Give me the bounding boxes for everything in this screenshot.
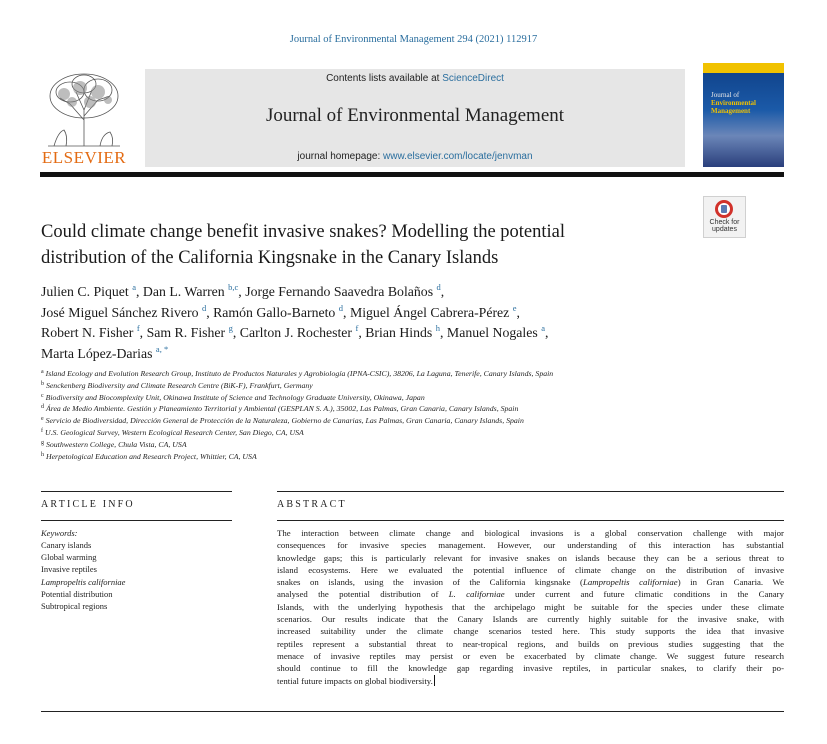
abstract-fragment: ) in Gran Canaria. We — [677, 577, 784, 588]
author-list — [41, 282, 701, 364]
contents-prefix: Contents lists available at — [326, 73, 443, 84]
author-name: Carlton J. Rochester — [239, 325, 353, 340]
author-affiliation-link[interactable]: a — [541, 323, 545, 333]
abstract-rule — [277, 520, 784, 521]
abstract-fragment: tential future impacts on global biodiversity. — [277, 675, 433, 686]
header-rule — [40, 172, 784, 177]
author-name: Julien C. Piquet — [41, 284, 129, 299]
abstract-fragment: analysed the potential distribution of — [277, 589, 449, 600]
abstract-line — [277, 625, 784, 637]
title-line-1: Could climate change benefit invasive snakes? Modelling the potential — [41, 222, 566, 242]
abstract-line — [277, 527, 784, 539]
contents-line — [145, 73, 685, 84]
author-name: Robert N. Fisher — [41, 325, 134, 340]
abstract-fragment: reptiles represent a substantial threat to near-tropical regions, and builds on previous studies suggesting that the — [277, 638, 784, 649]
abstract-fragment: under current and future climatic conditions in the Canary — [504, 589, 784, 600]
check-updates-text — [704, 219, 745, 233]
author-affiliation-link[interactable]: h — [435, 323, 441, 333]
author-affiliation-link[interactable]: b,c — [228, 282, 239, 292]
affiliation-item: $^b$ Senckenberg Biodiversity and Climate Research Centre (BiK-F), Frankfurt, Germany — [41, 380, 313, 390]
affiliation-item: $^a$ Island Ecology and Evolution Research Group, Instituto de Productos Naturales y Agrobiología (IPNA-CSIC), 38206, La Laguna, Tenerife, Canary Islands, Spain — [41, 369, 554, 378]
abstract-species-name: Lampropeltis californiae — [582, 577, 678, 588]
cover-band — [703, 63, 784, 73]
abstract-line — [277, 662, 784, 674]
keyword-list — [41, 539, 125, 612]
affiliation-item: $^d$ Área de Medio Ambiente. Gestión y Planeamiento Territorial y Ambiental (GESPLAN S. A.), 35002, Las Palmas, Gran Canaria, Canary Islands, Spain — [41, 404, 519, 414]
author-affiliation-link[interactable]: d — [338, 302, 344, 313]
abstract-line — [277, 552, 784, 564]
abstract-line — [277, 675, 784, 687]
keyword-item: Potential distribution — [41, 588, 113, 599]
abstract-line — [277, 588, 784, 600]
keyword-item: Canary islands — [41, 540, 92, 550]
abstract-line — [277, 601, 784, 613]
keywords-label: Keywords: — [41, 528, 78, 538]
author-name: Jorge Fernando Saavedra Bolaños — [245, 284, 434, 299]
homepage-link[interactable]: www.elsevier.com/locate/jenvman — [383, 151, 533, 162]
abstract-fragment: should continue to fill the knowledge gap regarding invasive reptiles, in particular snakes, to clarify their po- — [277, 663, 784, 674]
article-info-rule — [41, 520, 232, 521]
elsevier-wordmark: ELSEVIER — [41, 148, 127, 167]
author-affiliation-link[interactable]: g — [228, 323, 233, 333]
abstract-fragment: consequences for invasive species management. However, our understanding of this interaction has substantial — [277, 540, 784, 551]
homepage-prefix: journal homepage: — [297, 151, 384, 162]
author-name: Marta López-Darias — [41, 345, 153, 361]
abstract-fragment: snakes on islands, using the invasion of the California kingsnake ( — [277, 577, 583, 588]
author-affiliation-link[interactable]: e — [512, 302, 517, 313]
keyword-item: Invasive reptiles — [41, 564, 97, 575]
keyword-item: Global warming — [41, 552, 97, 563]
affiliation-item: $^c$ Biodiversity and Biocomplexity Unit, Okinawa Institute of Science and Technology Graduate University, Okinawa, Japan — [41, 392, 425, 402]
sciencedirect-link[interactable]: ScienceDirect — [442, 73, 504, 84]
check-updates-line-1: Check for — [709, 219, 740, 226]
check-updates-icon — [715, 200, 733, 218]
abstract-fragment: increased suitability under the climate change scenarios tested here. This study supports the idea that invasive — [277, 626, 784, 637]
abstract-heading: ABSTRACT — [277, 499, 347, 510]
author-line-2: José Miguel Sánchez Rivero $^d$, Ramón Gallo-Barneto $^d$, Miguel Ángel Cabrera-Pérez $^e$, — [41, 302, 520, 320]
abstract-line — [277, 613, 784, 625]
article-info-heading: ARTICLE INFO — [41, 499, 135, 510]
keyword-item: Subtropical regions — [41, 601, 108, 612]
abstract-text — [277, 527, 784, 687]
abstract-line — [277, 638, 784, 650]
author-name: Ramón Gallo-Barneto — [213, 304, 336, 320]
affiliation-item: $^h$ Herpetological Education and Research Project, Whittier, CA, USA — [41, 451, 257, 461]
author-affiliation-link[interactable]: f — [355, 323, 359, 333]
cover-line-2: Environmental — [711, 99, 756, 107]
abstract-line — [277, 564, 784, 576]
article-info-rule-top — [41, 491, 232, 492]
abstract-fragment: Islands, with the underlying hypothesis that the archipelago might be suitable for the species under these climate — [277, 601, 784, 612]
author-affiliation-link[interactable]: a, * — [155, 343, 169, 354]
author-name: Dan L. Warren — [142, 284, 225, 299]
homepage-line — [145, 151, 685, 162]
abstract-line — [277, 650, 784, 662]
author-affiliation-link[interactable]: d — [201, 302, 207, 313]
author-name: Manuel Nogales — [446, 325, 538, 340]
cover-line-1: Journal of — [711, 91, 740, 99]
text-cursor — [434, 675, 435, 686]
author-name: Sam R. Fisher — [146, 325, 226, 340]
paper-title — [41, 219, 681, 271]
journal-cover[interactable] — [703, 63, 784, 167]
author-name: José Miguel Sánchez Rivero — [41, 304, 199, 320]
cover-line-3: Management — [711, 107, 751, 115]
author-line-4 — [41, 344, 701, 365]
abstract-species-name: L. californiae — [448, 589, 505, 600]
author-affiliation-link[interactable]: a — [132, 282, 137, 292]
elsevier-tree-icon — [40, 70, 128, 148]
journal-citation[interactable]: Journal of Environmental Management 294 (2021) 112917 — [289, 34, 538, 45]
journal-title: Journal of Environmental Management — [265, 105, 565, 126]
affiliation-list — [41, 368, 741, 462]
elsevier-logo — [40, 70, 130, 168]
affiliation-item: $^e$ Servicio de Biodiversidad, Dirección General de Protección de la Naturaleza, Gobierno de Canarias, Las Palmas, Gran Canaria, Canary Islands, Spain — [41, 416, 524, 426]
author-affiliation-link[interactable]: d — [436, 282, 441, 292]
check-for-updates-badge[interactable] — [703, 196, 746, 238]
author-affiliation-link[interactable]: f — [136, 323, 140, 333]
author-name: Miguel Ángel Cabrera-Pérez — [349, 304, 510, 320]
affiliation-item: $^f$ U.S. Geological Survey, Western Ecological Research Center, San Diego, CA, USA — [41, 427, 304, 437]
abstract-fragment: knowledge gaps; this is particularly relevant for invasive snakes on islands because they can be a serious threat to — [277, 552, 784, 563]
footer-rule — [41, 711, 784, 712]
author-name: Brian Hinds — [365, 325, 433, 340]
author-line-1: Julien C. Piquet $^a$, Dan L. Warren $^{b,c}$, Jorge Fernando Saavedra Bolaños $^d$, — [41, 282, 445, 299]
keyword-item: Lampropeltis californiae — [41, 576, 126, 587]
abstract-fragment: island ecosystems. Here we evaluated the potential influence of climate change on the distribution of invasive — [277, 564, 784, 575]
title-line-2: distribution of the California Kingsnake in the Canary Islands — [41, 248, 499, 268]
journal-header — [145, 69, 685, 167]
affiliation-item: $^g$ Southwestern College, Chula Vista, CA, USA — [41, 439, 187, 449]
abstract-fragment: scenarios. Our results indicate that the Canary Islands are currently highly suitable for the invasive snake, with — [277, 614, 784, 625]
check-updates-line-2: updates — [712, 226, 737, 233]
abstract-line — [277, 539, 784, 551]
author-line-3: Robert N. Fisher $^f$, Sam R. Fisher $^g$, Carlton J. Rochester $^f$, Brian Hinds $^h$, Manuel Nogales $^a$, — [41, 323, 549, 340]
cover-label — [711, 91, 756, 115]
abstract-rule-top — [277, 491, 784, 492]
abstract-line — [277, 576, 784, 588]
abstract-fragment: The interaction between climate change and biological invasions is a global conservation challenge with major — [277, 528, 784, 538]
abstract-fragment: menace of invasive reptiles may persist or even be exacerbated by climate change. We suggest future research — [277, 650, 784, 661]
